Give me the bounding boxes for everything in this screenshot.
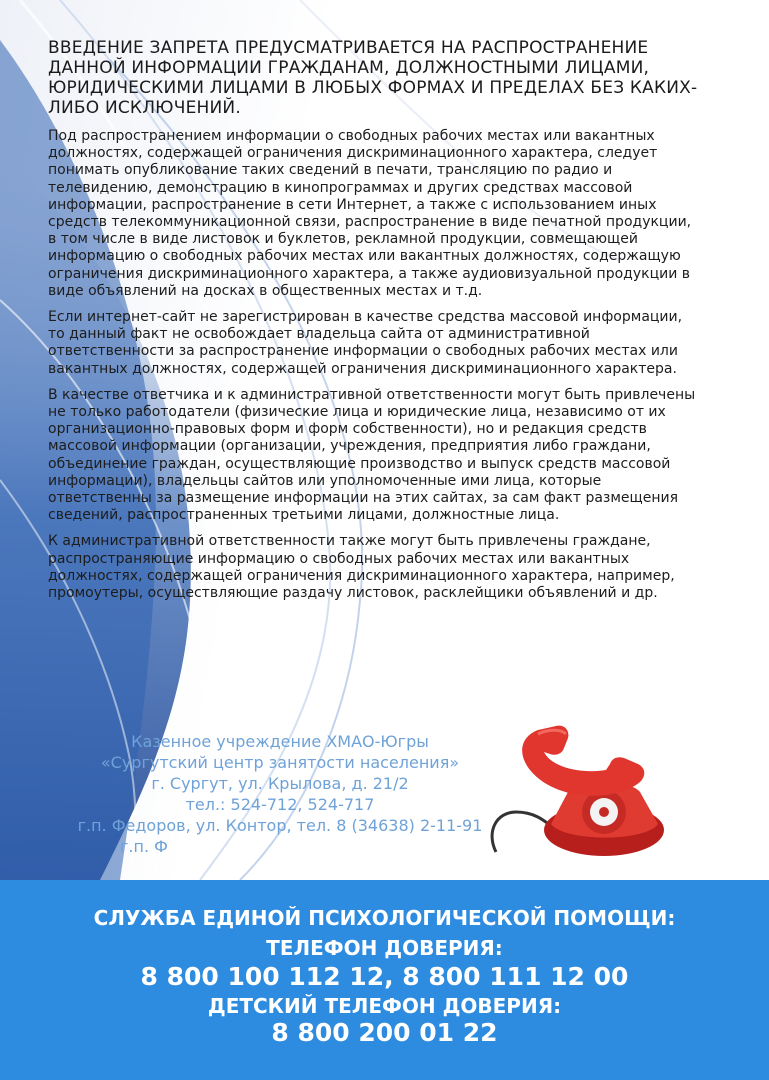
- helpline-banner: [0, 880, 769, 1080]
- helpline-title: СЛУЖБА ЕДИНОЙ ПСИХОЛОГИЧЕСКОЙ ПОМОЩИ:: [93, 906, 676, 930]
- child-trust-phone-number: 8 800 200 01 22: [271, 1018, 498, 1047]
- contact-line-1: Казенное учреждение ХМАО-Югры: [131, 732, 429, 751]
- paragraph-3: В качестве ответчика и к административной ответственности могут быть привлечены не только работодатели (физические лица и юридические лица, независимо от их организационно-правовых форм и форм собственности), но и редакция средств массовой информации (организации, учреждения, предприятия либо граждани, объединение граждан, осуществляющие производство и выпуск средств массовой информации), владельцы сайтов или уполномоченные ими лица, которые ответственны за размещение информации на этих сайтах, за сам факт размещения сведений, распространенных третьими лицами, должностные лица.: [48, 386, 696, 524]
- page-heading: ВВЕДЕНИЕ ЗАПРЕТА ПРЕДУСМАТРИВАЕТСЯ НА РАСПРОСТРАНЕНИЕ ДАННОЙ ИНФОРМАЦИИ ГРАЖДАНАМ, ДОЛЖНОСТНЫМИ ЛИЦАМИ, ЮРИДИЧЕСКИМИ ЛИЦАМИ В ЛЮБЫХ ФОРМАХ И ПРЕДЕЛАХ БЕЗ КАКИХ-ЛИБО ИСКЛЮЧЕНИЙ.: [48, 38, 698, 118]
- paragraph-1: Под распространением информации о свободных рабочих местах или вакантных должностях, содержащей ограничения дискриминационного характера, следует понимать опубликование таких сведений в печати, трансляцию по радио и телевидению, демонстрацию в кинопрограммах и других средствах массовой информации, распространение в сети Интернет, а также с использованием иных средств телекоммуникационной связи, распространение в виде печатной продукции, в том числе в виде листовок и буклетов, рекламной продукции, совмещающей информацию о свободных рабочих местах или вакантных должностях, содержащую ограничения дискриминационного характера, а также аудиовизуальной продукции в виде объявлений на досках в общественных местах и т.д.: [48, 128, 692, 299]
- trust-phone-label: ТЕЛЕФОН ДОВЕРИЯ:: [266, 936, 503, 960]
- trust-phone-numbers: 8 800 100 112 12, 8 800 111 12 00: [140, 962, 629, 991]
- contact-line-4: тел.: 524-712, 524-717: [185, 795, 375, 814]
- contact-line-5: г.п. Федоров, ул. Контор, тел. 8 (34638) 2-11-91: [77, 816, 483, 835]
- paragraph-4: К административной ответственности также могут быть привлечены граждане, распространяющие информацию о свободных рабочих местах или вакантных должностях, содержащей ограничения дискриминационного характера, например, промоутеры, осуществляющие раздачу листовок, расклейщики объявлений и др.: [48, 533, 675, 602]
- child-trust-phone-label: ДЕТСКИЙ ТЕЛЕФОН ДОВЕРИЯ:: [207, 994, 562, 1018]
- main-text: [48, 38, 698, 611]
- contact-line-3: г. Сургут, ул. Крылова, д. 21/2: [151, 774, 409, 793]
- contact-line-6: г.п. Ф: [120, 837, 168, 856]
- telephone-icon: [486, 712, 670, 862]
- contact-line-2: «Сургутский центр занятости населения»: [100, 753, 460, 772]
- paragraph-2: Если интернет-сайт не зарегистрирован в качестве средства массовой информации, то данный факт не освобождает владельца сайта от административной ответственности за распространение информации о свободных рабочих местах или вакантных должностях, содержащей ограничения дискриминационного характера.: [48, 309, 683, 377]
- contact-block: [60, 731, 500, 857]
